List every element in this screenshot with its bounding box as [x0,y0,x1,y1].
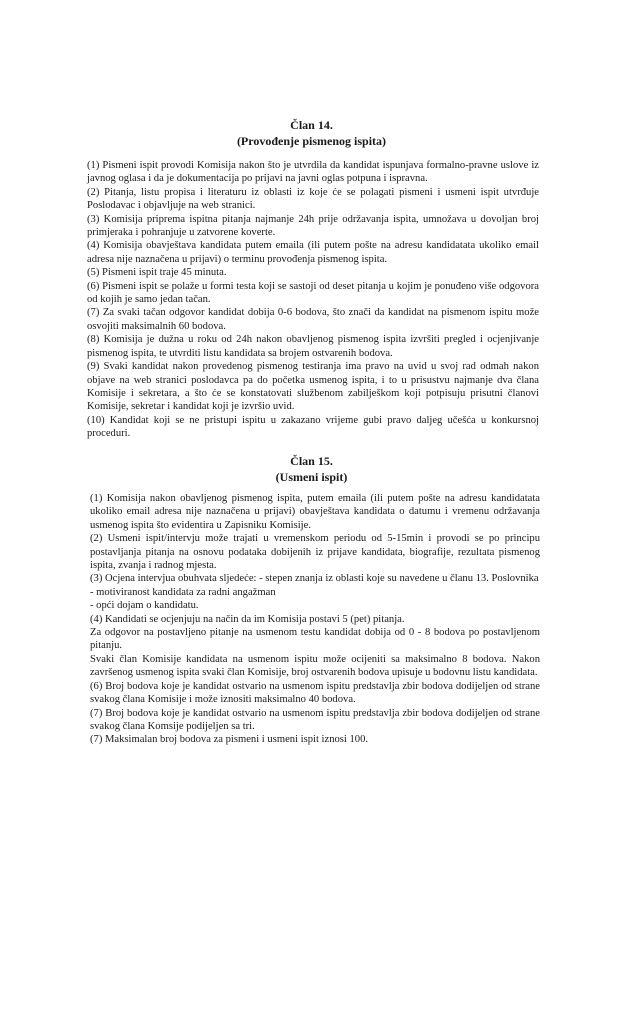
paragraph: (3) Ocjena intervjua obuhvata sljedeće: - stepen znanja iz oblasti koje su navedene u članu 13. Poslovnika [90,573,539,585]
paragraph: (8) Komisija je dužna u roku od 24h nakon obavljenog pismenog ispita izvršiti pregled i ocjenjivanje pismenog ispita, te utvrditi listu kandidata sa brojem ostvarenih bodova. [87,334,539,359]
paragraph: (5) Pismeni ispit traje 45 minuta. [87,267,227,279]
paragraph: (7) Maksimalan broj bodova za pismeni i usmeni ispit iznosi 100. [90,734,369,746]
paragraph: (1) Komisija nakon obavljenog pismenog ispita, putem emaila (ili putem pošte na adresu kandidatata ukoliko email adresa nije naznačena u prijavi) obavještava kandidata o datumu i vremenu održavanja usmenog ispita što evidentira u Zapisniku Komisije. [90,493,540,531]
paragraph: - opći dojam o kandidatu. [90,600,199,612]
paragraph: (2) Usmeni ispit/intervju može trajati u vremenskom periodu od 5-15min i provodi se po principu postavljanja pitanja na osnovu podataka dobijenih iz prijave kandidata, biografije, rezultata pismenog ispita, zvanja i radnog mjesta. [90,533,540,572]
article-14-subtitle: (Provođenje pismenog ispita) [236,134,387,148]
paragraph: (1) Pismeni ispit provodi Komisija nakon što je utvrdila da kandidat ispunjava formalno-pravne uslove iz javnog oglasa i da je dokumentacija po prijavi na javni oglas potpuna i ispravna. [87,160,539,185]
paragraph: - motiviranost kandidata za radni angažman [90,586,276,598]
article-15-title: Član 15. [290,454,333,468]
paragraph: (6) Broj bodova koje je kandidat ostvario na usmenom ispitu predstavlja zbir bodova dodijeljen od strane svakog člana Komisije i može iznositi maksimalno 40 bodova. [90,680,540,706]
paragraph: (4) Komisija obavještava kandidata putem emaila (ili putem pošte na adresu kandidatata ukoliko email adresa nije naznačena u prijavi) o terminu provođenja pismenog ispita. [87,240,539,265]
article-15-body [90,492,540,747]
paragraph: (9) Svaki kandidat nakon provedenog pismenog testiranja ima pravo na uvid u svoj rad odmah nakon objave na web stranici poslodavca pa do početka usmenog ispita, i to u prisustvu najmanje dva člana Komisije i sekretara, a što će se konstatovati službenom zabilješkom koji potpisuju prisutni članovi Komisije, sekretar i kandidat koji je izvršio uvid. [87,361,539,413]
paragraph: (3) Komisija priprema ispitna pitanja najmanje 24h prije održavanja ispita, umnožava u dovoljan broj primjeraka i pohranjuje u zatvorene koverte. [87,213,539,239]
paragraph: (6) Pismeni ispit se polaže u formi testa koji se sastoji od deset pitanja u kojim je ponuđeno više odgovora od kojih je samo jedan tačan. [87,280,539,306]
paragraph: Svaki član Komisije kandidata na usmenom ispitu može ocijeniti sa maksimalno 8 bodova. Nakon završenog usmenog ispita svaki član Komisije, broj ostvarenih bodova upisuje u bodovnu listu kandidata. [90,653,540,679]
paragraph: (7) Broj bodova koje je kandidat ostvario na usmenom ispitu predstavlja zbir bodova dodijeljen od strane svakog člana Komsije podijeljen sa tri. [90,707,540,732]
paragraph: Za odgovor na postavljeno pitanje na usmenom testu kandidat dobija od 0 - 8 bodova po postavljenom pitanju. [90,627,540,652]
paragraph: (4) Kandidati se ocjenjuju na način da im Komisija postavi 5 (pet) pitanja. [90,613,405,625]
article-14-heading [0,117,623,149]
article-14-title: Član 14. [290,118,333,132]
paragraph: (7) Za svaki tačan odgovor kandidat dobija 0-6 bodova, što znači da kandidat na pismenom ispitu može osvojiti maksimalnih 60 bodova. [87,307,539,332]
article-15-heading [0,453,623,485]
article-15-subtitle: (Usmeni ispit) [275,470,348,484]
paragraph: (2) Pitanja, listu propisa i literaturu iz oblasti iz koje će se polagati pismeni i usmeni ispit utvrđuje Poslodavac i objavljuje na web stranici. [87,186,539,212]
paragraph: (10) Kandidat koji se ne pristupi ispitu u zakazano vrijeme gubi pravo daljeg učešća u konkursnoj proceduri. [87,414,539,440]
article-14-body [87,159,539,441]
